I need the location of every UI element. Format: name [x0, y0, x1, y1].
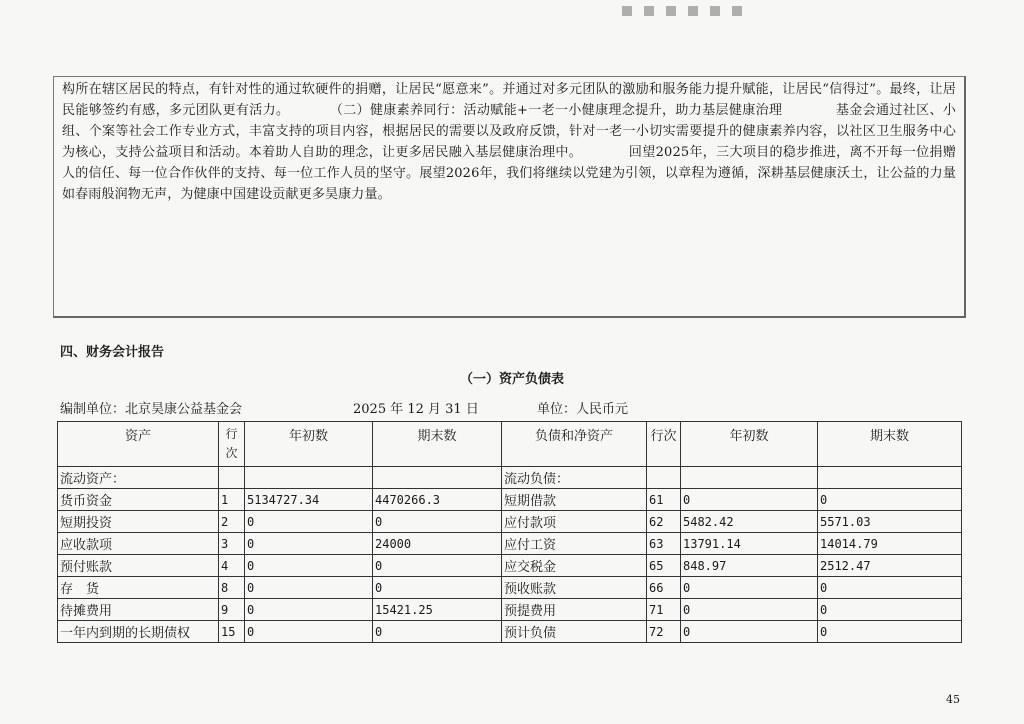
asset-end-value: 15421.25 [373, 599, 502, 621]
liability-begin-value [681, 467, 818, 489]
liability-line: 72 [647, 621, 681, 643]
table-row [58, 511, 962, 533]
asset-begin-value: 0 [245, 511, 373, 533]
table-title: （一）资产负债表 [459, 372, 564, 387]
asset-begin-value: 0 [245, 621, 373, 643]
table-row [58, 577, 962, 599]
liability-name: 应付工资 [502, 533, 647, 555]
asset-name: 一年内到期的长期债权 [58, 621, 219, 643]
table-meta-row [0, 398, 1024, 416]
compiling-unit: 编制单位：北京昊康公益基金会 [60, 402, 243, 417]
liability-begin-value: 848.97 [681, 555, 818, 577]
table-header-row [58, 422, 962, 467]
liability-name: 预提费用 [502, 599, 647, 621]
table-row [58, 599, 962, 621]
asset-name: 应收款项 [58, 533, 219, 555]
asset-end-value: 0 [373, 621, 502, 643]
liability-begin-value: 13791.14 [681, 533, 818, 555]
liability-begin-value: 0 [681, 577, 818, 599]
narrative-paragraph: 构所在辖区居民的特点，有针对性的通过软硬件的捐赠，让居民“愿意来”。并通过对多元团队的激励和服务能力提升赋能，让居民“信得过”。最终，让居民能够签约有感，多元团队更有活力。 （二）健康素养同行：活动赋能+一老一小健康理念提升，助力基层健康治理 基金会通过社区、小组、个案等社会工作专业方式，丰富支持的项目内容，根据居民的需要以及政府反馈，针对一老一小切实需要提升的健康素养内容，以社区卫生服务中心为核心，支持公益项目和活动。本着助人自助的理念，让更多居民融入基层健康治理中。 回望2025年，三大项目的稳步推进，离不开每一位捐赠人的信任、每一位合作伙伴的支持、每一位工作人员的坚守。展望2026年，我们将继续以党建为引领，以章程为遵循，深耕基层健康沃土，让公益的力量如春雨般润物无声，为健康中国建设贡献更多昊康力量。 [62, 82, 956, 202]
asset-begin-value: 5134727.34 [245, 489, 373, 511]
liability-begin-value: 0 [681, 489, 818, 511]
currency-unit: 单位：人民币元 [537, 402, 629, 417]
report-date: 2025 年 12 月 31 日 [353, 402, 479, 417]
asset-end-value: 0 [373, 555, 502, 577]
table-row [58, 533, 962, 555]
section-title: 四、财务会计报告 [60, 345, 165, 360]
asset-end-value: 0 [373, 577, 502, 599]
asset-end-value: 4470266.3 [373, 489, 502, 511]
liability-name: 流动负债： [502, 467, 647, 489]
liability-name: 预计负债 [502, 621, 647, 643]
asset-name: 预付账款 [58, 555, 219, 577]
asset-end-value: 24000 [373, 533, 502, 555]
asset-begin-value: 0 [245, 577, 373, 599]
liability-line: 65 [647, 555, 681, 577]
asset-name: 流动资产： [58, 467, 219, 489]
asset-line: 1 [219, 489, 245, 511]
liability-line: 61 [647, 489, 681, 511]
narrative-text-box [53, 76, 966, 318]
page-number: 45 [946, 693, 960, 706]
asset-begin-value [245, 467, 373, 489]
liability-end-value: 2512.47 [818, 555, 962, 577]
liability-end-value: 0 [818, 599, 962, 621]
liability-name: 应付款项 [502, 511, 647, 533]
liability-line: 62 [647, 511, 681, 533]
table-row [58, 555, 962, 577]
header-begin-2: 年初数 [681, 422, 818, 467]
header-liabilities: 负债和净资产 [502, 422, 647, 467]
asset-name: 存 货 [58, 577, 219, 599]
header-begin: 年初数 [245, 422, 373, 467]
liability-line: 66 [647, 577, 681, 599]
liability-begin-value: 0 [681, 599, 818, 621]
header-line: 行次 [219, 422, 245, 467]
asset-line: 8 [219, 577, 245, 599]
table-row [58, 467, 962, 489]
asset-begin-value: 0 [245, 555, 373, 577]
header-end: 期末数 [373, 422, 502, 467]
liability-line [647, 467, 681, 489]
liability-line: 71 [647, 599, 681, 621]
liability-end-value: 0 [818, 577, 962, 599]
header-line-2: 行次 [647, 422, 681, 467]
table-row [58, 621, 962, 643]
header-assets: 资产 [58, 422, 219, 467]
liability-name: 应交税金 [502, 555, 647, 577]
liability-name: 短期借款 [502, 489, 647, 511]
liability-begin-value: 5482.42 [681, 511, 818, 533]
liability-end-value: 14014.79 [818, 533, 962, 555]
balance-sheet-table [57, 421, 962, 643]
asset-name: 短期投资 [58, 511, 219, 533]
asset-name: 待摊费用 [58, 599, 219, 621]
header-end-2: 期末数 [818, 422, 962, 467]
asset-begin-value: 0 [245, 533, 373, 555]
liability-name: 预收账款 [502, 577, 647, 599]
asset-name: 货币资金 [58, 489, 219, 511]
asset-begin-value: 0 [245, 599, 373, 621]
liability-line: 63 [647, 533, 681, 555]
asset-line: 2 [219, 511, 245, 533]
liability-end-value: 0 [818, 621, 962, 643]
liability-end-value: 0 [818, 489, 962, 511]
liability-end-value: 5571.03 [818, 511, 962, 533]
asset-end-value [373, 467, 502, 489]
asset-line: 3 [219, 533, 245, 555]
asset-end-value: 0 [373, 511, 502, 533]
asset-line: 4 [219, 555, 245, 577]
asset-line [219, 467, 245, 489]
liability-end-value [818, 467, 962, 489]
scan-header-mark [622, 6, 752, 16]
asset-line: 15 [219, 621, 245, 643]
asset-line: 9 [219, 599, 245, 621]
liability-begin-value: 0 [681, 621, 818, 643]
table-row [58, 489, 962, 511]
